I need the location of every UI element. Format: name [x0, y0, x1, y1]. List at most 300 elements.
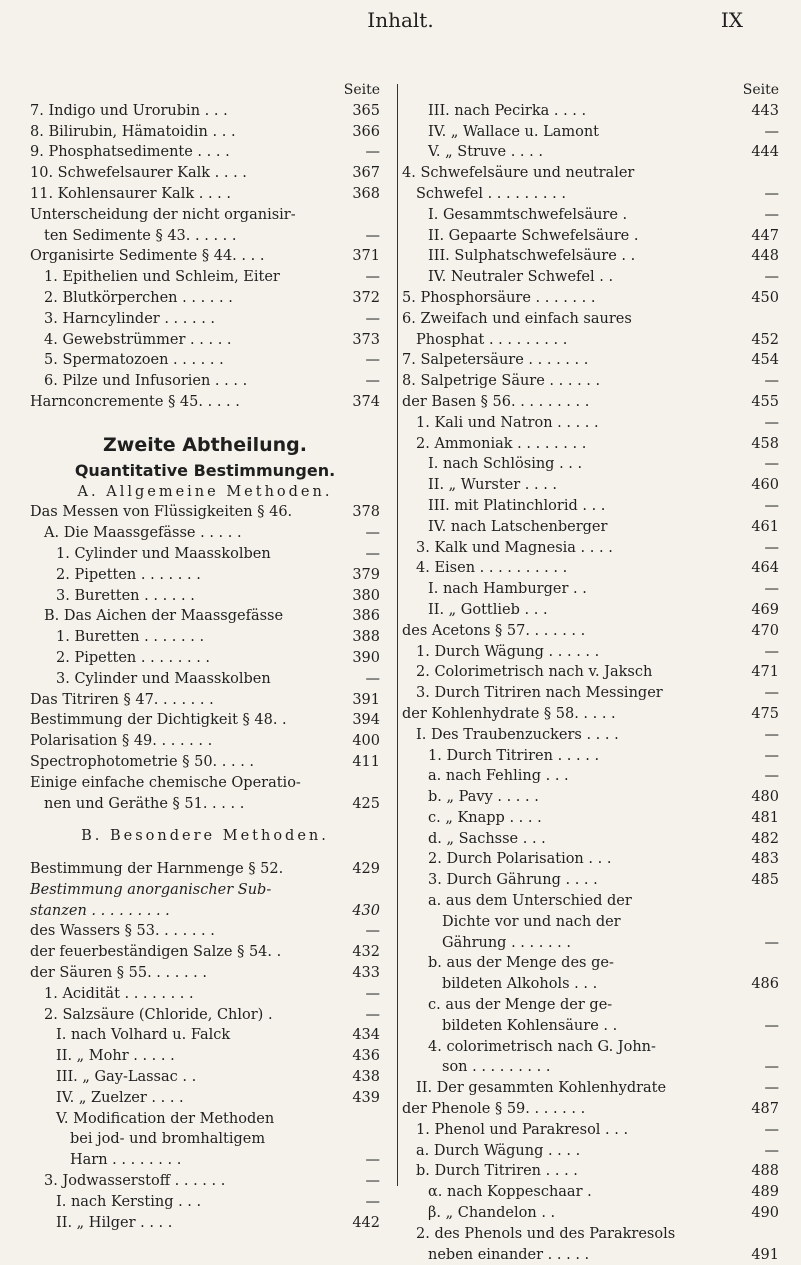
- toc-entry-text: 6. Pilze und Infusorien . . . .: [44, 373, 248, 390]
- toc-entry-text: stanzen . . . . . . . . .: [30, 902, 170, 919]
- toc-page-number: 432: [352, 944, 380, 961]
- toc-entry-text: A. Allgemeine Methoden.: [77, 483, 333, 500]
- toc-page-number: 429: [352, 861, 380, 878]
- toc-page-number: —: [764, 373, 779, 390]
- toc-entry: [30, 1025, 380, 1046]
- toc-entry-text: 8. Salpetrige Säure . . . . . .: [402, 373, 601, 390]
- toc-page-number: 380: [352, 587, 380, 604]
- toc-entry-text: Unterscheidung der nicht organisir-: [30, 206, 296, 223]
- toc-entry: [30, 710, 380, 731]
- section-heading: [30, 461, 380, 482]
- toc-page-number: 458: [751, 435, 779, 452]
- toc-page-number: 365: [352, 102, 380, 119]
- toc-entry-text: 3. Jodwasserstoff . . . . . .: [44, 1173, 226, 1190]
- toc-page-number: 374: [352, 393, 380, 410]
- toc-entry: [30, 184, 380, 205]
- toc-entry-text: der feuerbeständigen Salze § 54. .: [30, 944, 282, 961]
- toc-entry: [30, 350, 380, 371]
- toc-entry-text: II. Gepaarte Schwefelsäure .: [428, 227, 639, 244]
- toc-entry-text: Spectrophotometrie § 50. . . . .: [30, 753, 255, 770]
- toc-entry: [402, 725, 779, 746]
- toc-page-number: —: [764, 1142, 779, 1159]
- toc-entry-text: 1. Epithelien und Schleim, Eiter: [44, 269, 280, 286]
- toc-entry-text: Quantitative Bestimmungen.: [74, 460, 336, 480]
- toc-entry-text: 1. Phenol und Parakresol . . .: [416, 1121, 629, 1138]
- toc-entry-text: c. aus der Menge der ge-: [428, 997, 613, 1014]
- spacer: [30, 814, 380, 826]
- toc-entry-text: II. „ Wurster . . . .: [428, 477, 558, 494]
- toc-page-number: 448: [751, 248, 779, 265]
- toc-entry: [30, 1046, 380, 1067]
- toc-entry-text: Seite: [343, 82, 380, 98]
- toc-entry-text: bildeten Kohlensäure . .: [442, 1017, 618, 1034]
- toc-entry: [30, 163, 380, 184]
- toc-entry: [402, 101, 779, 122]
- toc-entry: [402, 642, 779, 663]
- toc-page-number: —: [764, 747, 779, 764]
- toc-entry: [30, 226, 380, 247]
- toc-entry: [402, 538, 779, 559]
- toc-entry: [402, 933, 779, 954]
- toc-page-number: —: [764, 497, 779, 514]
- toc-entry: [30, 669, 380, 690]
- toc-page-number: 368: [352, 185, 380, 202]
- toc-entry-text: III. nach Pecirka . . . .: [428, 102, 587, 119]
- toc-page-number: 491: [751, 1246, 779, 1263]
- toc-entry-text: neben einander . . . . .: [428, 1246, 590, 1263]
- toc-page-number: —: [764, 414, 779, 431]
- toc-entry: [402, 1016, 779, 1037]
- toc-entry: [30, 921, 380, 942]
- toc-page-number: 469: [751, 601, 779, 618]
- toc-entry: [402, 1161, 779, 1182]
- toc-entry-text: 2. Durch Polarisation . . .: [428, 851, 612, 868]
- toc-entry: [402, 1141, 779, 1162]
- toc-entry: [402, 870, 779, 891]
- toc-entry-text: IV. Neutraler Schwefel . .: [428, 269, 614, 286]
- toc-entry: [30, 859, 380, 880]
- toc-entry-text: Harnconcremente § 45. . . . .: [30, 393, 240, 410]
- toc-entry-text: ten Sedimente § 43. . . . . .: [44, 227, 237, 244]
- toc-entry: [402, 226, 779, 247]
- toc-entry-text: 3. Harncylinder . . . . . .: [44, 310, 216, 327]
- section-heading: [30, 826, 380, 847]
- toc-entry-text: bei jod- und bromhaltigem: [70, 1131, 266, 1148]
- toc-entry: [30, 1150, 380, 1171]
- toc-entry-text: Bestimmung anorganischer Sub-: [30, 881, 272, 898]
- toc-entry-text: Bestimmung der Harnmenge § 52.: [30, 861, 284, 878]
- toc-entry-text: 4. colorimetrisch nach G. John-: [428, 1038, 656, 1055]
- toc-entry-text: 2. Colorimetrisch nach v. Jaksch: [416, 664, 653, 681]
- toc-page-number: —: [365, 373, 380, 390]
- toc-entry: [402, 142, 779, 163]
- toc-entry: [402, 1099, 779, 1120]
- toc-entry: [402, 558, 779, 579]
- toc-page-number: —: [764, 269, 779, 286]
- page-column-heading: [402, 80, 779, 101]
- toc-page-number: 425: [352, 795, 380, 812]
- toc-entry: [402, 1037, 779, 1058]
- toc-page-number: —: [365, 269, 380, 286]
- toc-entry-text: α. nach Koppeschaar .: [428, 1184, 592, 1201]
- toc-entry: [30, 880, 380, 901]
- toc-entry: [30, 1171, 380, 1192]
- toc-entry: [30, 544, 380, 565]
- toc-entry: [402, 829, 779, 850]
- toc-page-number: 482: [751, 830, 779, 847]
- toc-entry: [402, 912, 779, 933]
- toc-entry: [402, 122, 779, 143]
- toc-entry-text: β. „ Chandelon . .: [428, 1205, 556, 1222]
- toc-page-number: 485: [751, 872, 779, 889]
- toc-entry-text: Dichte vor und nach der: [442, 913, 621, 930]
- toc-entry: [402, 1078, 779, 1099]
- toc-entry-text: der Säuren § 55. . . . . . .: [30, 965, 208, 982]
- toc-entry: [30, 901, 380, 922]
- toc-entry-text: 4. Gewebstrümmer . . . . .: [44, 331, 232, 348]
- toc-entry-text: I. nach Kersting . . .: [56, 1193, 202, 1210]
- toc-entry-text: 7. Salpetersäure . . . . . . .: [402, 352, 589, 369]
- toc-entry-text: 2. Pipetten . . . . . . .: [56, 566, 201, 583]
- toc-entry: [30, 309, 380, 330]
- toc-entry-text: der Phenole § 59. . . . . . .: [402, 1101, 586, 1118]
- toc-column-left: [30, 80, 380, 1233]
- toc-entry: [402, 704, 779, 725]
- toc-entry-text: 1. Buretten . . . . . . .: [56, 629, 205, 646]
- toc-page-number: 490: [751, 1205, 779, 1222]
- toc-entry-text: Polarisation § 49. . . . . . .: [30, 733, 213, 750]
- toc-page-number: —: [764, 768, 779, 785]
- toc-entry-text: V. „ Struve . . . .: [428, 144, 543, 161]
- toc-page-number: 372: [352, 289, 380, 306]
- toc-entry-text: 9. Phosphatsedimente . . . .: [30, 144, 230, 161]
- toc-page-number: —: [764, 581, 779, 598]
- spacer: [30, 413, 380, 425]
- section-heading: [30, 482, 380, 503]
- toc-entry-text: 1. Cylinder und Maasskolben: [56, 545, 271, 562]
- toc-column-right: [402, 80, 779, 1265]
- toc-entry: [30, 773, 380, 794]
- toc-entry: [402, 1203, 779, 1224]
- toc-page-number: —: [764, 1059, 779, 1076]
- toc-page-number: 436: [352, 1048, 380, 1065]
- toc-entry-text: III. mit Platinchlorid . . .: [428, 497, 606, 514]
- toc-entry-text: 5. Phosphorsäure . . . . . . .: [402, 289, 596, 306]
- toc-page-number: —: [764, 206, 779, 223]
- toc-page-number: 487: [751, 1101, 779, 1118]
- toc-entry: [402, 434, 779, 455]
- toc-page-number: —: [764, 456, 779, 473]
- toc-entry-text: 2. Pipetten . . . . . . . .: [56, 649, 211, 666]
- toc-page-number: 373: [352, 331, 380, 348]
- toc-entry-text: b. Durch Titriren . . . .: [416, 1163, 578, 1180]
- toc-entry: [402, 454, 779, 475]
- toc-page-number: —: [764, 539, 779, 556]
- running-head-title: Inhalt.: [367, 8, 434, 32]
- toc-entry: [402, 662, 779, 683]
- toc-entry-text: IV. „ Wallace u. Lamont: [428, 123, 599, 140]
- toc-entry-text: II. „ Gottlieb . . .: [428, 601, 548, 618]
- toc-entry: [30, 794, 380, 815]
- toc-entry: [30, 963, 380, 984]
- toc-entry-text: 4. Eisen . . . . . . . . . .: [416, 560, 568, 577]
- toc-page-number: 483: [751, 851, 779, 868]
- toc-page-number: —: [365, 1193, 380, 1210]
- toc-entry-text: Das Messen von Flüssigkeiten § 46.: [30, 504, 293, 521]
- toc-entry: [30, 288, 380, 309]
- toc-entry: [30, 1088, 380, 1109]
- toc-page-number: 442: [352, 1214, 380, 1231]
- toc-entry-text: 3. Buretten . . . . . .: [56, 587, 195, 604]
- toc-entry-text: III. Sulphatschwefelsäure . .: [428, 248, 636, 265]
- toc-entry-text: 8. Bilirubin, Hämatoidin . . .: [30, 123, 236, 140]
- toc-page-number: 475: [751, 705, 779, 722]
- toc-entry-text: 1. Kali und Natron . . . . .: [416, 414, 599, 431]
- toc-entry: [30, 1109, 380, 1130]
- toc-page-number: —: [365, 227, 380, 244]
- toc-entry: [30, 330, 380, 351]
- toc-entry: [402, 621, 779, 642]
- toc-page-number: —: [764, 685, 779, 702]
- toc-entry-text: des Acetons § 57. . . . . . .: [402, 622, 586, 639]
- toc-page-number: 378: [352, 504, 380, 521]
- toc-page-number: 390: [352, 649, 380, 666]
- toc-page-number: 461: [751, 518, 779, 535]
- toc-page-number: 464: [751, 560, 779, 577]
- toc-page-number: 386: [352, 608, 380, 625]
- toc-entry-text: 2. Blutkörperchen . . . . . .: [44, 289, 233, 306]
- toc-entry: [30, 752, 380, 773]
- toc-entry: [402, 995, 779, 1016]
- toc-entry: [402, 330, 779, 351]
- toc-entry: [402, 683, 779, 704]
- toc-entry: [30, 586, 380, 607]
- toc-entry-text: I. Gesammtschwefelsäure .: [428, 206, 628, 223]
- toc-entry: [30, 371, 380, 392]
- toc-page-number: 371: [352, 248, 380, 265]
- toc-entry: [30, 648, 380, 669]
- toc-page-number: 366: [352, 123, 380, 140]
- toc-entry: [30, 627, 380, 648]
- toc-entry: [402, 600, 779, 621]
- toc-entry: [402, 413, 779, 434]
- toc-entry-text: nen und Geräthe § 51. . . . .: [44, 795, 245, 812]
- toc-page-number: 444: [751, 144, 779, 161]
- toc-entry: [402, 1224, 779, 1245]
- toc-page-number: —: [365, 144, 380, 161]
- toc-entry-text: b. „ Pavy . . . . .: [428, 789, 539, 806]
- toc-entry-text: 1. Acidität . . . . . . . .: [44, 985, 194, 1002]
- toc-entry-text: a. Durch Wägung . . . .: [416, 1142, 581, 1159]
- toc-entry: [402, 350, 779, 371]
- toc-page-number: 488: [751, 1163, 779, 1180]
- toc-page-number: 452: [751, 331, 779, 348]
- toc-page-number: 443: [751, 102, 779, 119]
- toc-entry-text: 2. Ammoniak . . . . . . . .: [416, 435, 587, 452]
- toc-entry-text: I. nach Schlösing . . .: [428, 456, 583, 473]
- toc-entry-text: Harn . . . . . . . .: [70, 1152, 182, 1169]
- toc-entry: [30, 122, 380, 143]
- toc-entry-text: II. „ Mohr . . . . .: [56, 1048, 175, 1065]
- toc-page-number: 438: [352, 1069, 380, 1086]
- toc-entry-text: son . . . . . . . . .: [442, 1059, 551, 1076]
- toc-entry: [30, 1213, 380, 1234]
- toc-page-number: 460: [751, 477, 779, 494]
- toc-page-number: 471: [751, 664, 779, 681]
- toc-entry: [402, 766, 779, 787]
- toc-entry: [402, 746, 779, 767]
- toc-entry: [30, 523, 380, 544]
- toc-entry: [402, 288, 779, 309]
- toc-page-number: —: [365, 923, 380, 940]
- toc-entry-text: Zweite Abtheilung.: [102, 433, 307, 456]
- toc-entry: [30, 690, 380, 711]
- toc-entry-text: Phosphat . . . . . . . . .: [416, 331, 568, 348]
- toc-page-number: 391: [352, 691, 380, 708]
- toc-entry: [30, 502, 380, 523]
- toc-entry: [30, 731, 380, 752]
- toc-page-number: —: [764, 1121, 779, 1138]
- toc-entry-text: B. Das Aichen der Maassgefässe: [44, 608, 284, 625]
- toc-page-number: 394: [352, 712, 380, 729]
- toc-page-number: —: [365, 1173, 380, 1190]
- toc-page-number: —: [764, 643, 779, 660]
- toc-entry-text: 3. Durch Gährung . . . .: [428, 872, 598, 889]
- toc-entry: [402, 184, 779, 205]
- toc-page-number: 489: [751, 1184, 779, 1201]
- toc-entry-text: 4. Schwefelsäure und neutraler: [402, 165, 635, 182]
- toc-entry-text: Einige einfache chemische Operatio-: [30, 774, 301, 791]
- toc-page-number: —: [365, 352, 380, 369]
- toc-entry: [30, 205, 380, 226]
- toc-page-number: —: [365, 545, 380, 562]
- toc-entry: [30, 984, 380, 1005]
- toc-entry-text: bildeten Alkohols . . .: [442, 976, 598, 993]
- toc-entry-text: I. nach Hamburger . .: [428, 581, 587, 598]
- toc-entry-text: I. nach Volhard u. Falck: [56, 1027, 231, 1044]
- toc-entry-text: a. nach Fehling . . .: [428, 768, 569, 785]
- toc-page-number: 379: [352, 566, 380, 583]
- toc-entry: [402, 891, 779, 912]
- toc-entry-text: IV. „ Zuelzer . . . .: [56, 1089, 184, 1106]
- toc-entry-text: 7. Indigo und Urorubin . . .: [30, 102, 228, 119]
- toc-entry: [402, 371, 779, 392]
- toc-entry-text: des Wassers § 53. . . . . . .: [30, 923, 215, 940]
- toc-page-number: 411: [352, 753, 380, 770]
- toc-page-number: 470: [751, 622, 779, 639]
- toc-entry: [30, 942, 380, 963]
- toc-page-number: —: [365, 985, 380, 1002]
- toc-entry-text: 5. Spermatozoen . . . . . .: [44, 352, 224, 369]
- toc-entry-text: 3. Cylinder und Maasskolben: [56, 670, 271, 687]
- toc-page-number: —: [764, 185, 779, 202]
- toc-entry-text: Das Titriren § 47. . . . . . .: [30, 691, 214, 708]
- toc-entry: [402, 309, 779, 330]
- toc-entry: [402, 475, 779, 496]
- toc-entry: [30, 142, 380, 163]
- toc-entry: [402, 1120, 779, 1141]
- toc-entry: [30, 267, 380, 288]
- running-head-page-number: IX: [720, 8, 743, 32]
- toc-page-number: —: [764, 934, 779, 951]
- toc-entry-text: Gährung . . . . . . .: [442, 934, 571, 951]
- toc-entry-text: Organisirte Sedimente § 44. . . .: [30, 248, 265, 265]
- toc-page-number: —: [764, 726, 779, 743]
- toc-entry: [402, 953, 779, 974]
- toc-page-number: —: [365, 310, 380, 327]
- toc-page-number: —: [764, 123, 779, 140]
- toc-entry: [402, 267, 779, 288]
- toc-page-number: —: [365, 1006, 380, 1023]
- toc-entry-text: 1. Durch Titriren . . . . .: [428, 747, 600, 764]
- toc-entry-text: der Kohlenhydrate § 58. . . . .: [402, 705, 616, 722]
- toc-entry: [402, 849, 779, 870]
- toc-entry-text: 2. des Phenols und des Parakresols: [416, 1225, 676, 1242]
- toc-entry: [30, 246, 380, 267]
- toc-page-number: —: [764, 1080, 779, 1097]
- toc-entry-text: 2. Salzsäure (Chloride, Chlor) .: [44, 1006, 273, 1023]
- toc-entry: [402, 246, 779, 267]
- toc-page-number: 450: [751, 289, 779, 306]
- toc-entry: [402, 163, 779, 184]
- toc-page-number: 388: [352, 629, 380, 646]
- toc-page-number: —: [365, 1152, 380, 1169]
- toc-entry-text: 1. Durch Wägung . . . . . .: [416, 643, 600, 660]
- toc-entry-text: A. Die Maassgefässe . . . . .: [44, 525, 242, 542]
- toc-entry-text: 3. Durch Titriren nach Messinger: [416, 685, 663, 702]
- toc-entry: [30, 1129, 380, 1150]
- toc-entry-text: Schwefel . . . . . . . . .: [416, 185, 566, 202]
- toc-entry-text: c. „ Knapp . . . .: [428, 809, 542, 826]
- toc-entry-text: IV. nach Latschenberger: [428, 518, 608, 535]
- toc-entry: [402, 974, 779, 995]
- toc-entry: [30, 392, 380, 413]
- toc-entry-text: I. Des Traubenzuckers . . . .: [416, 726, 619, 743]
- toc-entry-text: der Basen § 56. . . . . . . . .: [402, 393, 590, 410]
- toc-entry: [30, 101, 380, 122]
- toc-page-number: 455: [751, 393, 779, 410]
- toc-entry: [402, 787, 779, 808]
- toc-page-number: 433: [352, 965, 380, 982]
- toc-page-number: 447: [751, 227, 779, 244]
- toc-entry: [30, 606, 380, 627]
- toc-page-number: —: [764, 1017, 779, 1034]
- toc-page-number: 454: [751, 352, 779, 369]
- toc-entry-text: II. Der gesammten Kohlenhydrate: [416, 1080, 667, 1097]
- toc-entry-text: III. „ Gay-Lassac . .: [56, 1069, 197, 1086]
- toc-entry-text: Seite: [742, 82, 779, 98]
- toc-page-number: 481: [751, 809, 779, 826]
- toc-entry-text: 6. Zweifach und einfach saures: [402, 310, 632, 327]
- toc-entry: [402, 517, 779, 538]
- toc-entry-text: d. „ Sachsse . . .: [428, 830, 546, 847]
- toc-page-number: 367: [352, 165, 380, 182]
- toc-entry: [402, 496, 779, 517]
- toc-entry: [30, 1005, 380, 1026]
- toc-entry: [30, 1192, 380, 1213]
- toc-entry: [402, 808, 779, 829]
- section-heading: [30, 425, 380, 461]
- toc-page-number: 486: [751, 976, 779, 993]
- toc-entry-text: Bestimmung der Dichtigkeit § 48. .: [30, 712, 287, 729]
- toc-entry-text: 11. Kohlensaurer Kalk . . . .: [30, 185, 231, 202]
- toc-entry-text: b. aus der Menge des ge-: [428, 955, 614, 972]
- toc-entry-text: II. „ Hilger . . . .: [56, 1214, 173, 1231]
- toc-entry: [402, 392, 779, 413]
- toc-entry-text: 3. Kalk und Magnesia . . . .: [416, 539, 613, 556]
- toc-entry: [30, 565, 380, 586]
- toc-page-number: 434: [352, 1027, 380, 1044]
